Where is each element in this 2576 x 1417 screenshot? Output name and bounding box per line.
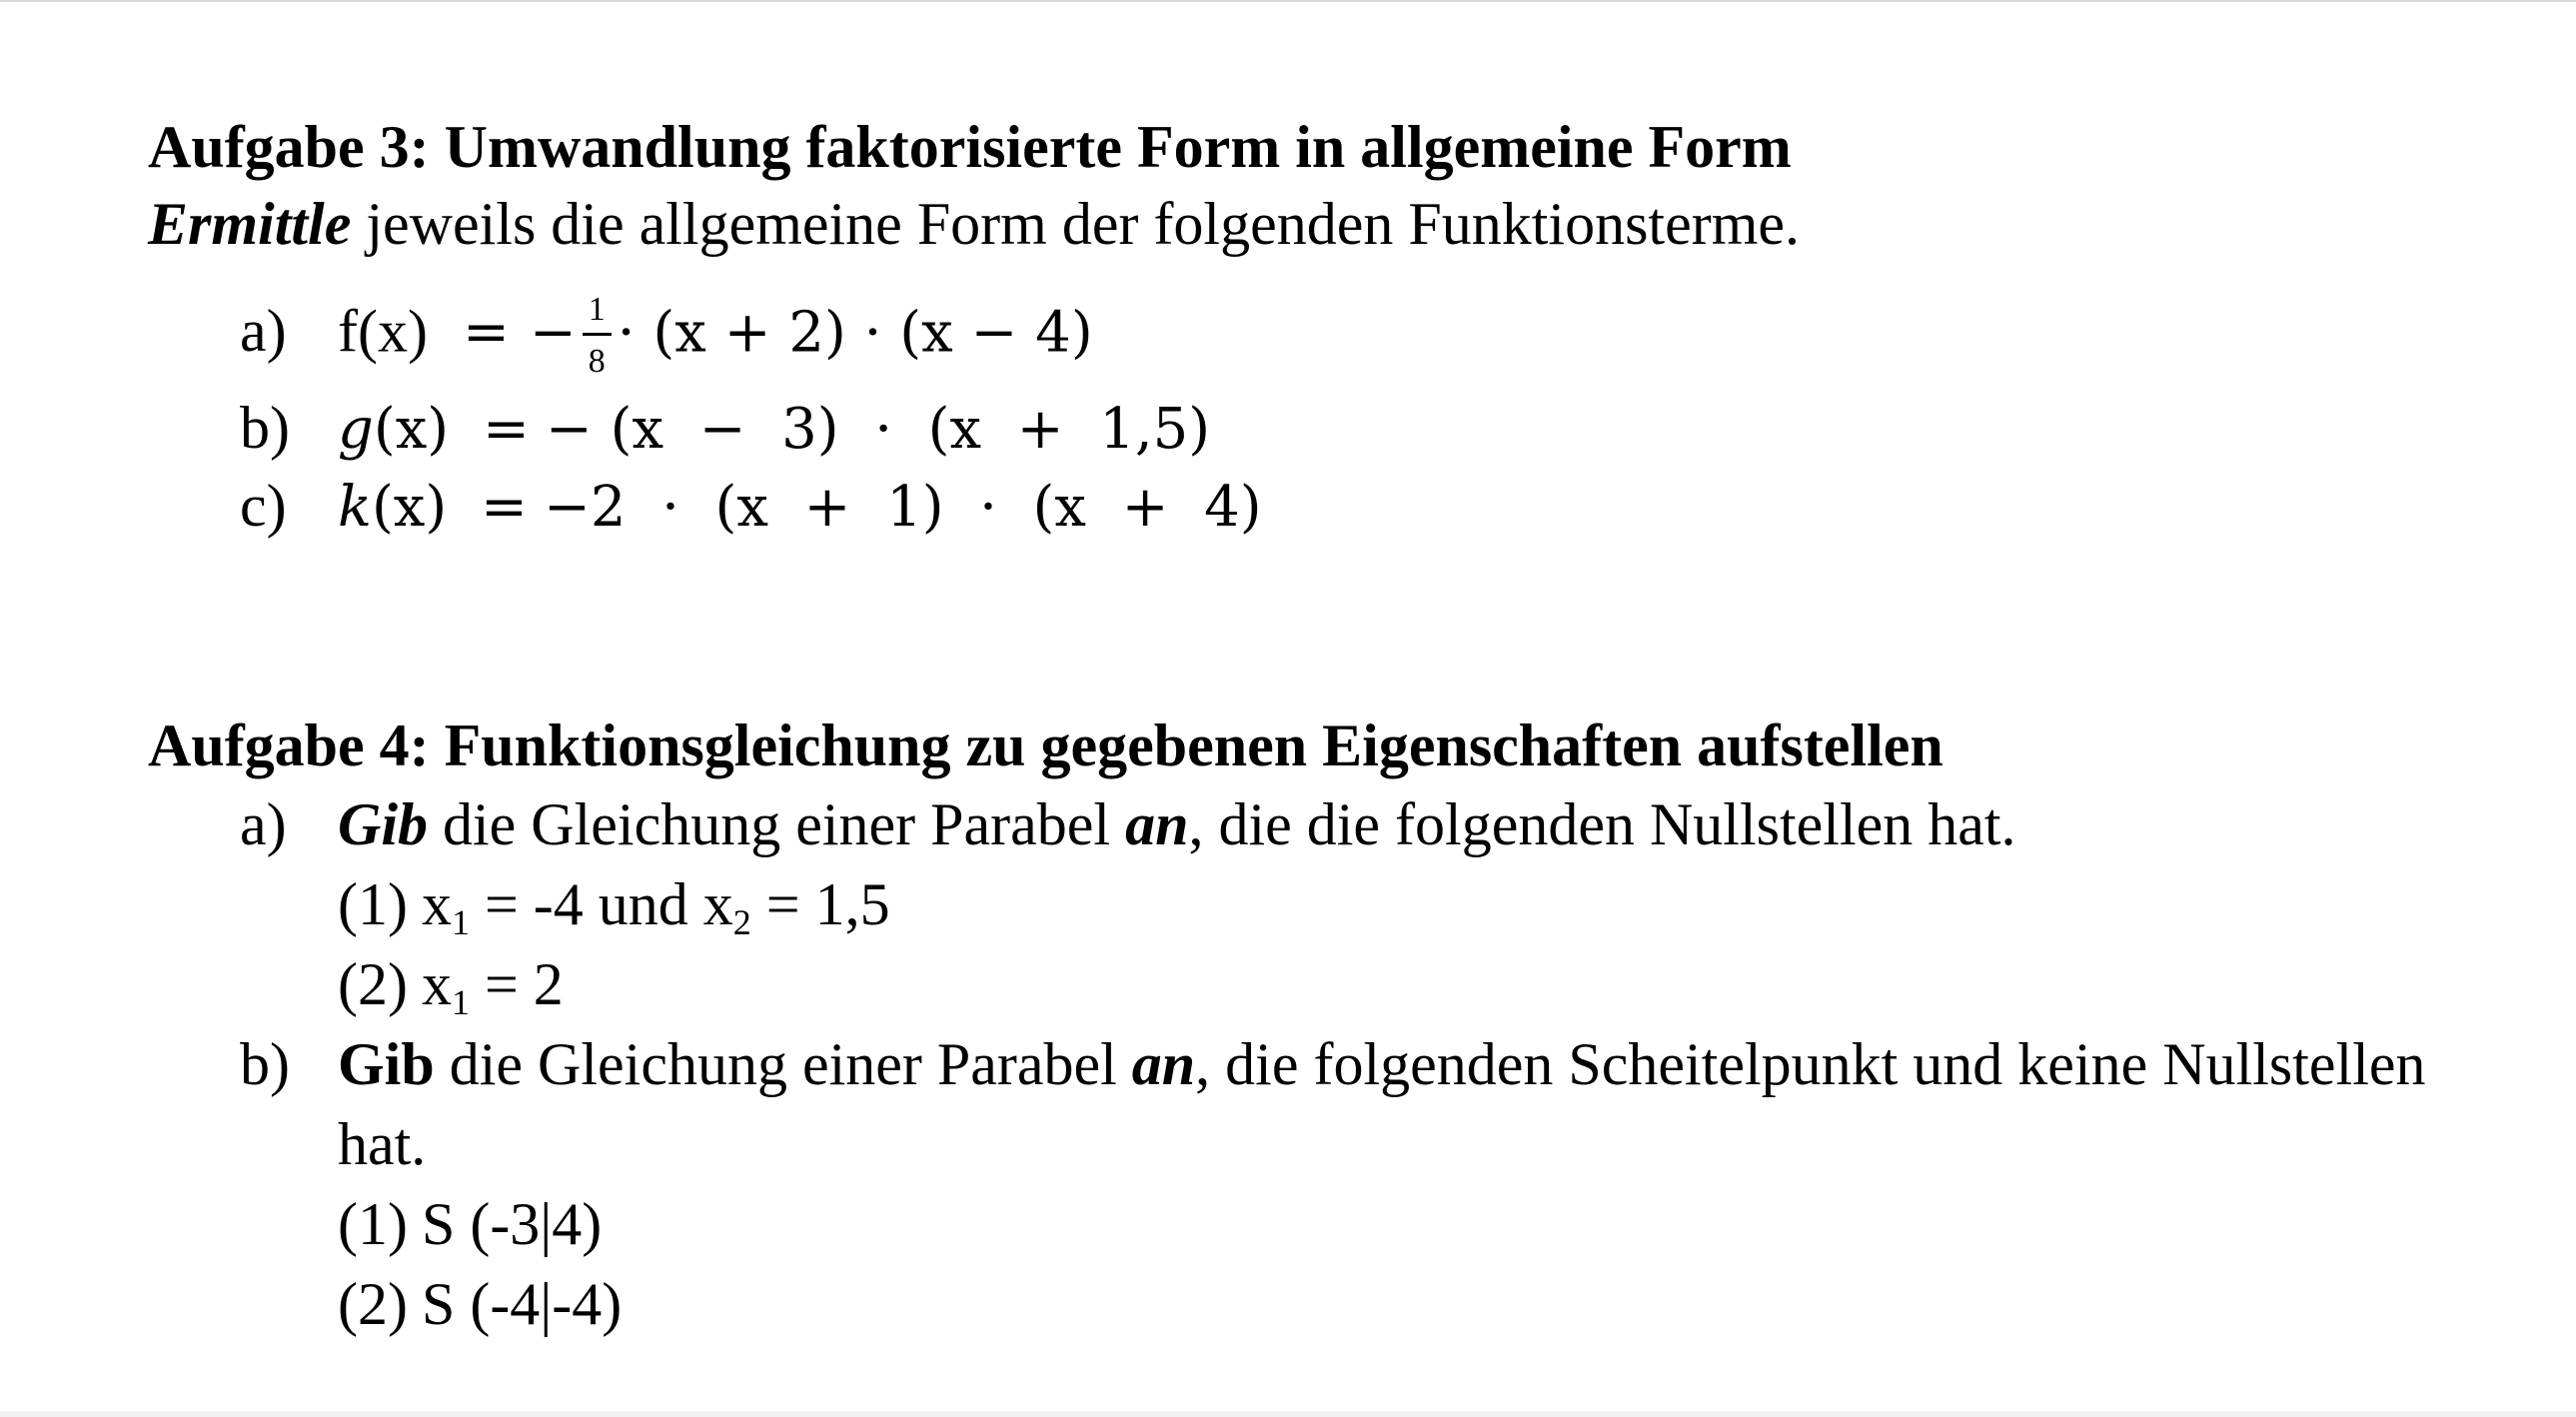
subitem-number: (2)	[338, 951, 408, 1017]
variable-x2: x	[702, 871, 733, 937]
vertex-text: S (-4|-4)	[421, 1271, 623, 1337]
instruction-verb: Gib	[338, 791, 428, 857]
function-arg: (x)	[373, 397, 450, 462]
function-rhs: · (x + 2) · (x − 4)	[617, 300, 1093, 366]
task4-item-b	[240, 1031, 2426, 1097]
instruction-text-end: , die die folgenden Nullstellen hat.	[1188, 791, 2016, 857]
subitem-number: (1)	[338, 871, 408, 937]
variable-x1: x	[421, 871, 452, 937]
task3-item-b	[240, 395, 1211, 462]
task4-b-subitem-2	[338, 1271, 623, 1337]
value-text: = 1,5	[750, 871, 890, 937]
instruction-verb-suffix: an	[1131, 1031, 1196, 1097]
task3-heading: Aufgabe 3: Umwandlung faktorisierte Form in allgemeine Form	[148, 114, 1792, 180]
task3-instruction	[148, 191, 1800, 257]
task3-instruction-text: jeweils die allgemeine Form der folgenden Funktionsterme.	[351, 191, 1800, 257]
bottom-divider	[0, 1411, 2576, 1417]
function-lhs: f(x)	[338, 298, 428, 365]
function-rhs: −2 · (x + 1) · (x + 4)	[543, 475, 1262, 540]
task3-instruction-verb: Ermittle	[148, 191, 352, 257]
fraction	[583, 290, 612, 381]
vertex-text: S (-3|4)	[421, 1191, 603, 1257]
minus-sign: −	[529, 300, 577, 366]
instruction-verb-suffix: an	[1125, 791, 1189, 857]
item-label: a)	[240, 791, 287, 857]
item-label: c)	[240, 473, 287, 539]
function-rhs: − (x − 3) · (x + 1,5)	[545, 397, 1211, 462]
fraction-numerator: 1	[583, 290, 612, 336]
equals-sign: =	[462, 300, 510, 366]
task4-a-subitem-2	[338, 951, 564, 1022]
function-name: g	[338, 397, 374, 462]
value-text: = 2	[469, 951, 564, 1017]
subitem-number: (2)	[338, 1271, 408, 1337]
value-text: = -4 und	[469, 871, 703, 937]
equals-sign: =	[482, 397, 530, 462]
function-arg: (x)	[371, 475, 448, 540]
task4-a-subitem-1	[338, 871, 890, 942]
equals-sign: =	[481, 475, 528, 540]
subscript: 2	[732, 902, 751, 942]
task4-b-subitem-1	[338, 1191, 603, 1257]
task3-item-c	[240, 473, 1262, 540]
item-label: b)	[240, 395, 290, 461]
task4-b-wrap-line: hat.	[338, 1111, 427, 1177]
variable-x1: x	[421, 951, 452, 1017]
subitem-number: (1)	[338, 1191, 408, 1257]
item-label: b)	[240, 1031, 290, 1097]
subscript: 1	[451, 902, 470, 942]
instruction-text: die Gleichung einer Parabel	[428, 791, 1126, 857]
item-label: a)	[240, 298, 287, 365]
fraction-denominator: 8	[588, 343, 606, 381]
instruction-text: die Gleichung einer Parabel	[434, 1031, 1132, 1097]
instruction-verb: Gib	[338, 1031, 435, 1097]
subscript: 1	[451, 982, 470, 1022]
task3-item-a	[240, 292, 1093, 383]
function-name: k	[338, 475, 372, 540]
task4-item-a	[240, 791, 2016, 857]
task4-heading: Aufgabe 4: Funktionsgleichung zu gegebenen Eigenschaften aufstellen	[148, 712, 1943, 778]
instruction-text-end: , die folgenden Scheitelpunkt und keine Nullstellen	[1195, 1031, 2426, 1097]
